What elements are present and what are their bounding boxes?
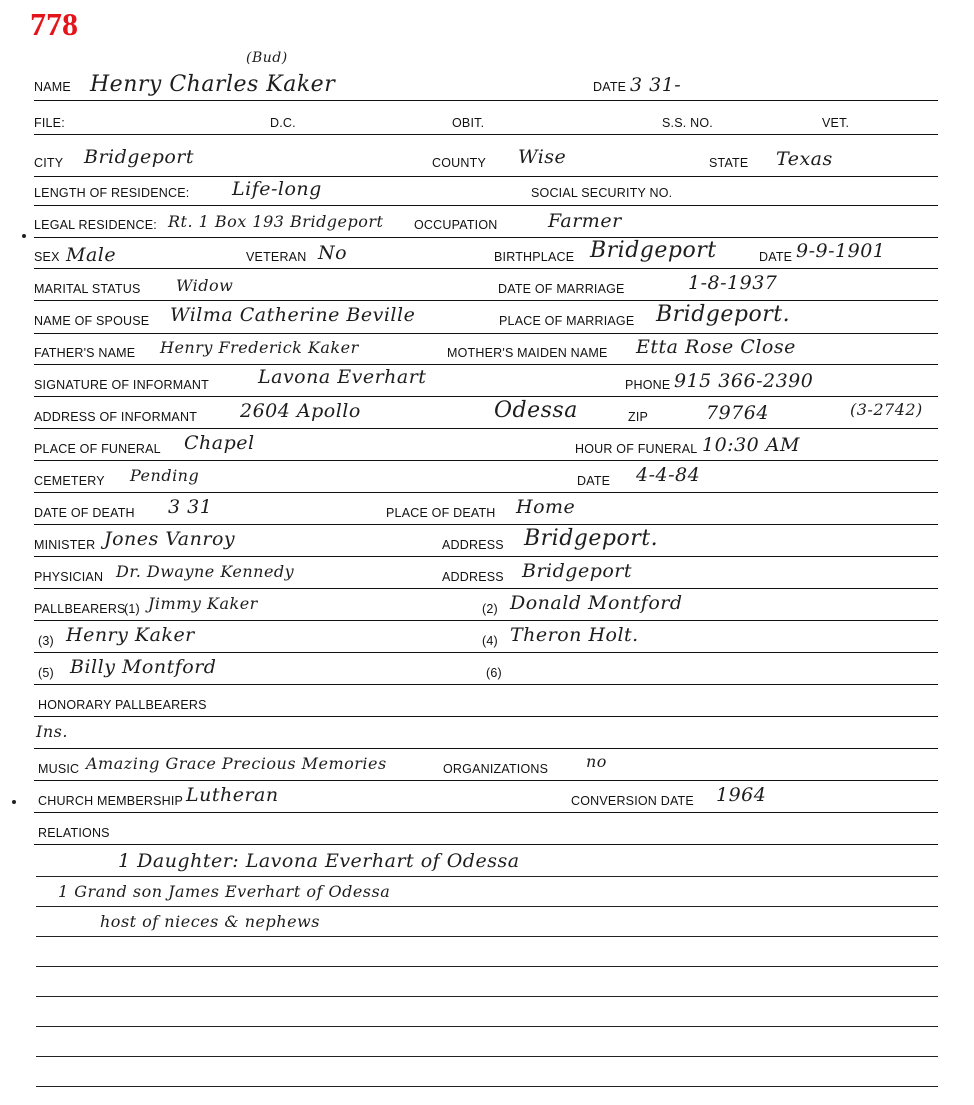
church-label: CHURCH MEMBERSHIP [38, 794, 184, 808]
state-label: STATE [709, 156, 749, 170]
name-label: NAME [34, 80, 71, 94]
date-of-death-label: DATE OF DEATH [34, 506, 135, 520]
ssno-label: S.S. NO. [662, 116, 713, 130]
organizations-label: ORGANIZATIONS [443, 762, 549, 776]
pallbearer-5-num: (5) [38, 666, 54, 680]
city-value: Bridgeport [84, 146, 195, 168]
marital-status-label: MARITAL STATUS [34, 282, 141, 296]
occupation-label: OCCUPATION [414, 218, 498, 232]
legal-residence-label: LEGAL RESIDENCE: [34, 218, 157, 232]
marital-status-value: Widow [176, 276, 234, 295]
phone-value: 915 366-2390 [674, 370, 814, 392]
zip-extra: (3-2742) [850, 400, 923, 419]
relations-label: RELATIONS [38, 826, 110, 840]
minister-label: MINISTER [34, 538, 96, 552]
address-informant-label: ADDRESS OF INFORMANT [34, 410, 198, 424]
veteran-value: No [318, 242, 348, 264]
organizations-value: no [586, 752, 607, 771]
signature-value: Lavona Everhart [258, 366, 427, 388]
date-label: DATE [593, 80, 627, 94]
date-of-death-value: 3 31 [168, 496, 213, 518]
conversion-label: CONVERSION DATE [571, 794, 694, 808]
pallbearer-2-num: (2) [482, 602, 498, 616]
pallbearer-3-num: (3) [38, 634, 54, 648]
pallbearer-4-num: (4) [482, 634, 498, 648]
address-informant-value: 2604 Apollo [240, 400, 361, 422]
honorary-value: Ins. [36, 722, 68, 741]
music-value: Amazing Grace Precious Memories [86, 754, 387, 773]
pallbearer-1-value: Jimmy Kaker [148, 594, 258, 613]
minister-value: Jones Vanroy [104, 528, 236, 550]
nickname-value: (Bud) [246, 50, 288, 66]
margin-dot [22, 234, 26, 238]
length-residence-value: Life-long [232, 178, 322, 200]
date-of-marriage-value: 1-8-1937 [688, 272, 778, 294]
signature-label: SIGNATURE OF INFORMANT [34, 378, 209, 392]
rule [34, 460, 938, 461]
rule [34, 748, 938, 749]
name-value: Henry Charles Kaker [90, 72, 336, 97]
physician-label: PHYSICIAN [34, 570, 104, 584]
pallbearer-3-value: Henry Kaker [66, 624, 195, 646]
rule [34, 300, 938, 301]
zip-value: 79764 [706, 402, 769, 424]
relations-line-1: 1 Daughter: Lavona Everhart of Odessa [118, 850, 520, 872]
church-value: Lutheran [186, 784, 279, 806]
conversion-value: 1964 [716, 784, 767, 806]
place-funeral-value: Chapel [184, 432, 255, 454]
father-label: FATHER'S NAME [34, 346, 136, 360]
sex-label: SEX [34, 250, 60, 264]
page-number: 778 [30, 6, 78, 42]
place-of-marriage-value: Bridgeport. [656, 302, 791, 327]
veteran-label: VETERAN [246, 250, 307, 264]
spouse-value: Wilma Catherine Beville [170, 304, 416, 326]
obit-label: OBIT. [452, 116, 485, 130]
zip-label: ZIP [628, 410, 649, 424]
occupation-value: Farmer [548, 210, 622, 232]
rule [36, 1026, 938, 1027]
legal-residence-value: Rt. 1 Box 193 Bridgeport [168, 212, 384, 231]
rule [36, 1056, 938, 1057]
minister-address-value: Bridgeport. [524, 526, 659, 551]
file-label: FILE: [34, 116, 65, 130]
spouse-label: NAME OF SPOUSE [34, 314, 150, 328]
pallbearer-4-value: Theron Holt. [510, 624, 639, 646]
pallbearers-label: PALLBEARERS [34, 602, 126, 616]
birthplace-value: Bridgeport [590, 238, 717, 263]
music-label: MUSIC [38, 762, 80, 776]
date-of-marriage-label: DATE OF MARRIAGE [498, 282, 625, 296]
pallbearer-5-value: Billy Montford [70, 656, 217, 678]
state-value: Texas [776, 148, 833, 170]
place-of-death-label: PLACE OF DEATH [386, 506, 496, 520]
dc-label: D.C. [270, 116, 296, 130]
social-security-label: SOCIAL SECURITY NO. [531, 186, 673, 200]
mother-label: MOTHER'S MAIDEN NAME [447, 346, 608, 360]
address-informant-city: Odessa [494, 398, 578, 423]
physician-address-label: ADDRESS [442, 570, 504, 584]
cemetery-label: CEMETERY [34, 474, 105, 488]
place-of-death-value: Home [516, 496, 576, 518]
place-of-marriage-label: PLACE OF MARRIAGE [499, 314, 635, 328]
pallbearer-2-value: Donald Montford [510, 592, 683, 614]
length-residence-label: LENGTH OF RESIDENCE: [34, 186, 190, 200]
margin-dot [12, 800, 16, 804]
county-value: Wise [518, 146, 567, 168]
mother-value: Etta Rose Close [636, 336, 796, 358]
honorary-label: HONORARY PALLBEARERS [38, 698, 207, 712]
relations-line-3: host of nieces & nephews [100, 912, 320, 931]
county-label: COUNTY [432, 156, 486, 170]
cemetery-value: Pending [130, 466, 200, 485]
hour-funeral-value: 10:30 AM [702, 434, 800, 456]
rule [36, 1086, 938, 1087]
hour-funeral-label: HOUR OF FUNERAL [575, 442, 698, 456]
birthplace-label: BIRTHPLACE [494, 250, 575, 264]
place-funeral-label: PLACE OF FUNERAL [34, 442, 161, 456]
date-value: 3 31- [630, 74, 682, 96]
birth-date-value: 9-9-1901 [796, 240, 886, 262]
rule [36, 966, 938, 967]
city-label: CITY [34, 156, 64, 170]
rule [34, 844, 938, 845]
father-value: Henry Frederick Kaker [160, 338, 359, 357]
pallbearer-1-num: (1) [124, 602, 140, 616]
physician-address-value: Bridgeport [522, 560, 633, 582]
birth-date-label: DATE [759, 250, 793, 264]
cemetery-date-label: DATE [577, 474, 611, 488]
physician-value: Dr. Dwayne Kennedy [116, 562, 295, 581]
pallbearer-6-num: (6) [486, 666, 502, 680]
vet-label: VET. [822, 116, 850, 130]
rule [36, 996, 938, 997]
minister-address-label: ADDRESS [442, 538, 504, 552]
cemetery-date-value: 4-4-84 [636, 464, 701, 486]
phone-label: PHONE [625, 378, 671, 392]
rule [34, 134, 938, 135]
sex-value: Male [66, 244, 117, 266]
relations-line-2: 1 Grand son James Everhart of Odessa [58, 882, 391, 901]
